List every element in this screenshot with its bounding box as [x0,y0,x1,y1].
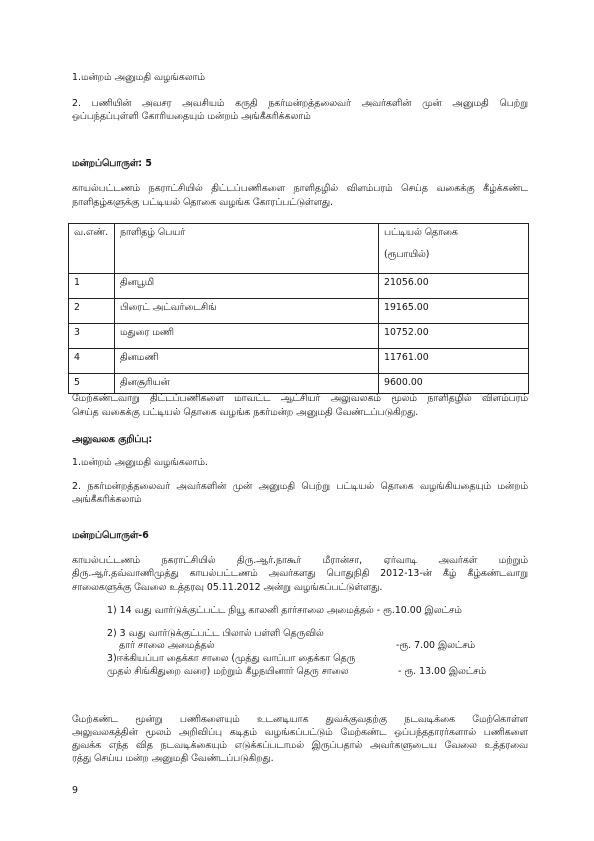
row-newspaper-name: தினமணி [115,349,379,374]
section-5-intro-line-1: காயல்பட்டணம் நகராட்சியில் திட்டப்பணிகளை நாளிதழில் விளம்பரம் செய்த வகைக்கு கீழ்க்கண்ட [72,183,528,194]
table-row [69,349,529,374]
section-6-closing-line-2: அலுவலகத்தின் மூலம் அறிவிப்பு கடிதம் வழங்கப்பட்டும் மேற்கண்ட ஒப்பந்ததாரர்களால் பணிகளை [72,727,528,738]
row-amount: 9600.00 [379,374,529,394]
row-newspaper-name: பிரைட் அட்வர்டைசிங் [115,299,379,324]
row-serial-no: 1 [69,274,115,299]
row-amount: 19165.00 [379,299,529,324]
header-bill-amount-label: பட்டியல் தொகை [384,227,458,238]
row-amount: 11761.00 [379,349,529,374]
table-row [69,274,529,299]
work-item-2-amount: -ரூ. 7.00 இலட்சம் [396,640,476,651]
permission-item-2-line-2: ஒப்பந்தப்புள்ளி கோரியதையும் மன்றம் அங்கீகரிக்கலாம் [72,111,311,122]
office-note-item-1: 1.மன்றம் அனுமதி வழங்கலாம். [72,457,208,468]
section-6-heading: மன்றப்பொருள்-6 [72,530,149,541]
work-item-3-amount: - ரூ. 13.00 இலட்சம் [398,666,487,677]
row-newspaper-name: தினபூமி [115,274,379,299]
permission-item-2-line-1: 2. பணியின் அவசர அவசியம் கருதி நகர்மன்றத்தலைவர் அவர்களின் முன் அனுமதி பெற்று [72,98,528,109]
header-newspaper-name: நாளிதழ் பெயர் [115,224,379,274]
work-item-3-line-2: முதல் சிங்கிதுறை வரை) மற்றும் கீழநயினார் தெரு சாலை [107,666,349,677]
row-amount: 21056.00 [379,274,529,299]
office-note-item-2-line-2: அங்கீகரிக்கலாம் [72,494,142,505]
table-row [69,299,529,324]
section-5-heading: மன்றப்பொருள்: 5 [72,158,152,169]
section-6-intro-line-2: திரு.ஆர்.தவ்வாணிமுத்து காயல்பட்டணம் அவர்களது பொதுநிதி 2012-13-ன் கீழ் கீழ்கண்டவாறு [72,568,528,579]
section-6-intro-line-3: சாலைகளுக்கு வேலை உத்தரவு 05.11.2012 அன்று வழங்கப்பட்டுள்ளது. [72,582,383,593]
row-serial-no: 3 [69,324,115,349]
section-5-after-line-2: செய்த வகைக்கு பட்டியல் தொகை வழங்க நகர்மன்ற அனுமதி வேண்டப்படுகிறது. [72,407,419,418]
section-6-closing-line-3: துவக்க எந்த வித நடவடிக்கையும் எடுக்கப்படாமல் இருப்பதால் அவர்களுடைய வேலை உத்தரவை [72,740,528,751]
newspaper-fees-table [68,223,529,394]
permission-item-1: 1.மன்றம் அனுமதி வழங்கலாம் [72,72,205,83]
office-note-heading: அலுவலக குறிப்பு: [72,434,153,445]
table-row [69,374,529,394]
header-bill-amount [379,224,529,274]
work-item-1: 1) 14 வது வார்டுக்குட்பட்ட நியூ காலனி தார்சாலை அமைத்தல் - ரூ.10.00 இலட்சம் [107,605,462,616]
work-item-2-line-2: தார் சாலை அமைத்தல் [119,640,215,651]
page-number: 9 [72,785,78,796]
work-item-2-line-1: 2) 3 வது வார்டுக்குட்பட்ட பிலால் பள்ளி தெருவில் [107,628,324,639]
header-serial-no: வ.எண். [69,224,115,274]
section-6-intro-line-1: காயல்பட்டணம் நகராட்சியில் திரு.ஆர்.நாகூர் மீரான்சா, ஏர்வாடி அவர்கள் மற்றும் [72,555,528,566]
row-serial-no: 5 [69,374,115,394]
section-5-intro-line-2: நாளிதழ்களுக்கு பட்டியல் தொகை வழங்க கோரப்பட்டுள்ளது. [72,197,334,208]
row-serial-no: 2 [69,299,115,324]
section-6-closing-line-1: மேற்கண்ட மூன்று பணிகளையும் உடனடியாக துவக்குவதற்கு நடவடிக்கை மேற்கொள்ள [72,714,528,725]
row-newspaper-name: மதுரை மணி [115,324,379,349]
section-6-closing-line-4: ரத்து செய்ய மன்ற அனுமதி வேண்டப்படுகிறது. [72,753,274,764]
section-5-after-line-1: மேற்கண்டவாறு திட்டப்பணிகளை மாவட்ட ஆட்சியர் அலுவலகம் மூலம் நாளிதழில் விளம்பரம் [72,393,528,404]
row-newspaper-name: தினசூரியன் [115,374,379,394]
header-unit-label: (ரூபாயில்) [384,249,430,260]
row-serial-no: 4 [69,349,115,374]
table-row [69,324,529,349]
office-note-item-2-line-1: 2. நகர்மன்றத்தலைவர் அவர்களின் முன் அனுமதி பெற்று பட்டியல் தொகை வழங்கியதையும் மன்றம் [72,481,528,492]
row-amount: 10752.00 [379,324,529,349]
work-item-3-line-1: 3)ஈக்கியப்பா தைக்கா சாலை (முத்து வாப்பா தைக்கா தெரு [107,653,356,664]
table-header-row [69,224,529,274]
